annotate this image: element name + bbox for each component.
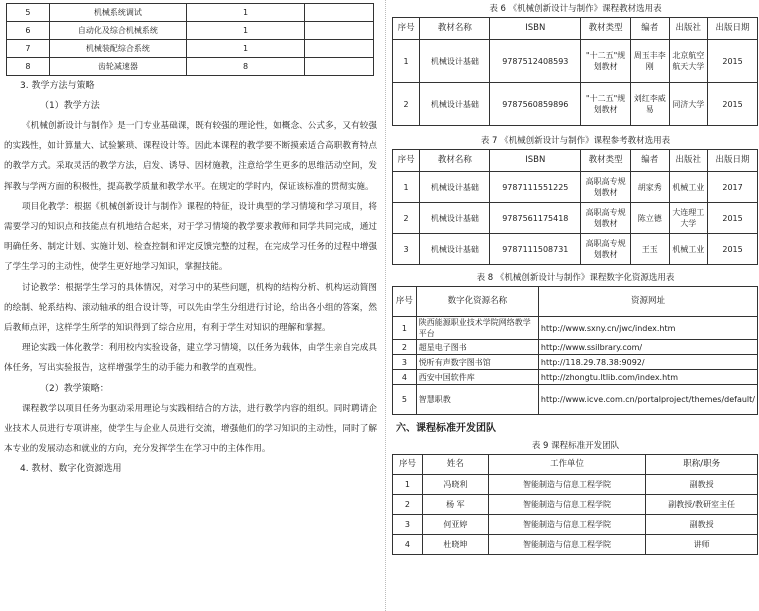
table-cell: 4 [393,535,423,555]
table-cell: 3 [393,515,423,535]
table-cell: 杨 军 [422,495,488,515]
table-cell: 同济大学 [669,83,708,126]
table-cell: 机械设计基础 [420,83,490,126]
table-row [393,385,758,415]
table-row [393,234,758,265]
column-header: 职称/职务 [646,455,758,475]
heading-teaching-methods: 3. 教学方法与策略 [20,81,95,91]
table-header-row [393,18,758,40]
table-cell: 2 [393,340,417,355]
table-row [393,535,758,555]
column-header: 工作单位 [488,455,646,475]
table-cell: 智能制造与信息工程学院 [488,475,646,495]
table-cell: 齿轮减速器 [49,58,186,76]
table-cell: 讲师 [646,535,758,555]
table-header-row [393,455,758,475]
table-cell: 陈立德 [631,203,670,234]
table-cell: 2017 [708,172,758,203]
dev-team-table [392,454,758,555]
table-cell: 何亚婷 [422,515,488,535]
equipment-table [6,3,374,76]
table-cell: 副教授 [646,515,758,535]
table-cell [305,58,374,76]
table-row [393,340,758,355]
table-row [7,58,374,76]
column-header: 资源网址 [538,287,757,317]
table-cell: 1 [393,475,423,495]
table-cell: 2015 [708,83,758,126]
reference-textbook-table [392,149,758,265]
table-row [393,355,758,370]
table-cell: 高职高专规划教材 [581,203,631,234]
table-row [393,475,758,495]
table-cell: 机械设计基础 [420,172,490,203]
table-cell: 机械工业 [669,172,708,203]
table-cell: 智能制造与信息工程学院 [488,535,646,555]
table-row [393,83,758,126]
table-cell: 机械设计基础 [420,203,490,234]
right-page-column [392,0,759,611]
table-cell: 悦听有声数字图书馆 [416,355,538,370]
table-cell: 6 [7,22,50,40]
table-cell [305,4,374,22]
table-cell: 9787111508731 [490,234,581,265]
table-cell: 王玉 [631,234,670,265]
paragraph-integrated-teaching: 理论实践一体化教学：利用校内实验设备，建立学习情境，以任务为载体，由学生亲自完成具体任务，写出实验报告，这样增强学生的动手能力和教学的直观性。 [4,343,377,374]
table-cell: http://118.29.78.38:9092/ [538,355,757,370]
table8-caption: 表 8 《机械创新设计与制作》课程数字化资源选用表 [476,273,675,283]
column-header: ISBN [490,18,581,40]
table-row [393,172,758,203]
table-row [393,317,758,340]
table-row [393,515,758,535]
table-cell: 高职高专规划教材 [581,234,631,265]
table-row [393,203,758,234]
table-row [7,40,374,58]
table-cell: 机械系统调试 [49,4,186,22]
column-header: 序号 [393,150,420,172]
table-cell: 9787560859896 [490,83,581,126]
table-cell: 机械设计基础 [420,40,490,83]
table-cell: 机械工业 [669,234,708,265]
table-cell: http://zhongtu.ltlib.com/index.htm [538,370,757,385]
page-divider [385,0,386,611]
table-cell: 2 [393,83,420,126]
table7-caption: 表 7 《机械创新设计与制作》课程参考教材选用表 [480,136,671,146]
table-cell: 8 [7,58,50,76]
table-cell: 2 [393,203,420,234]
table-cell: 2015 [708,203,758,234]
table-row [7,4,374,22]
column-header: 教材名称 [420,18,490,40]
paragraph-project-teaching: 项目化教学：根据《机械创新设计与制作》课程的特征，设计典型的学习情境和学习项目，将需要学习的知识点和技能点有机地结合起来，对于学习情境的教学要求教师和同学共同完成，通过明确任务、制定计划、实施计划、检查控制和评定反馈完整的过程，在完成学习任务的过程中增强了学生学习的主动性，使学生更好地学习知识，掌握技能。 [4,201,377,273]
table-cell: 自动化及综合机械系统 [49,22,186,40]
table-cell: 1 [186,22,304,40]
table-row [393,40,758,83]
table-cell: 刘红李威易 [631,83,670,126]
table-cell: 副教授/教研室主任 [646,495,758,515]
heading-textbooks-resources: 4. 教材、数字化资源选用 [20,464,122,475]
table-cell: 冯晓利 [422,475,488,495]
table-cell: 胡家秀 [631,172,670,203]
table-cell: 杜晓坤 [422,535,488,555]
column-header: 序号 [393,18,420,40]
table-cell: http://www.ssilbrary.com/ [538,340,757,355]
column-header: 编者 [631,18,670,40]
column-header: 序号 [393,287,417,317]
table-cell: 北京航空航天大学 [669,40,708,83]
column-header: 教材名称 [420,150,490,172]
table-cell: 智慧职教 [416,385,538,415]
table-header-row [393,150,758,172]
table-cell: 1 [393,40,420,83]
paragraph-strategy: 课程教学以项目任务为驱动采用理论与实践相结合的方法，进行教学内容的组织。同时聘请企业技术人员进行专项讲座，使学生与企业人员进行交流，增强他们的学习知识的主动性，同时了解本专业的发展动态和就业的方向，充分发挥学生在学习中的主体作用。 [4,403,377,455]
table-cell: 1 [393,317,417,340]
column-header: 出版社 [669,18,708,40]
table-cell: 周玉丰李刚 [631,40,670,83]
column-header: 出版日期 [708,150,758,172]
table-cell: 副教授 [646,475,758,495]
table-cell: "十二五"规划教材 [581,40,631,83]
table-row [7,22,374,40]
table-cell: "十二五"规划教材 [581,83,631,126]
table-cell: 5 [7,4,50,22]
table-cell: 3 [393,355,417,370]
column-header: 姓名 [422,455,488,475]
table-cell: 7 [7,40,50,58]
table-cell: 9787111551225 [490,172,581,203]
column-header: 出版社 [669,150,708,172]
table-cell: 1 [186,40,304,58]
column-header: 教材类型 [581,18,631,40]
table-cell: 3 [393,234,420,265]
table-cell: http://www.icve.com.cn/portalproject/themes/default/ [538,385,757,415]
table-header-row [393,287,758,317]
table-cell: 机械装配综合系统 [49,40,186,58]
table-cell: 2015 [708,234,758,265]
table-cell: 西安中国软件库 [416,370,538,385]
table-cell: 智能制造与信息工程学院 [488,515,646,535]
table-cell: 1 [186,4,304,22]
column-header: 数字化资源名称 [416,287,538,317]
table-row [393,370,758,385]
table9-caption: 表 9 课程标准开发团队 [531,441,620,451]
table6-caption: 表 6 《机械创新设计与制作》课程教材选用表 [489,4,662,14]
table-cell [305,40,374,58]
table-cell: 超星电子图书 [416,340,538,355]
table-cell: 9787512408593 [490,40,581,83]
column-header: 序号 [393,455,423,475]
table-cell: 陕西能源职业技术学院网络教学平台 [416,317,538,340]
table-cell: 高职高专规划教材 [581,172,631,203]
textbook-table [392,17,758,126]
paragraph-course-intro: 《机械创新设计与制作》是一门专业基础课，既有较强的理论性，如概念、公式多，又有较强的实践性，如计算量大、试验繁琐、课程设计等。因此本课程的教学要不断摸索适合高职教育特点的教学方式。采取灵活的教学方法，启发、诱导、因材施教，注意给学生更多的思维活动空间，发挥教与学两方面的积极性，提高教学质量和教学水平。在规定的学时内，保证该标准的贯彻实施。 [4,121,377,192]
table-cell: 1 [393,172,420,203]
table-cell: 大连理工大学 [669,203,708,234]
column-header: 教材类型 [581,150,631,172]
table-cell: 智能制造与信息工程学院 [488,495,646,515]
subheading-strategy: （2）教学策略： [40,383,109,394]
table-cell: 2015 [708,40,758,83]
table-cell: 2 [393,495,423,515]
section-dev-team-heading: 六、课程标准开发团队 [396,423,496,434]
table-cell: 机械设计基础 [420,234,490,265]
subheading-methods: （1）教学方法 [40,101,100,111]
table-cell: 9787561175418 [490,203,581,234]
column-header: 编者 [631,150,670,172]
table-cell: 5 [393,385,417,415]
table-cell: http://www.sxny.cn/jwc/index.htm [538,317,757,340]
table-cell: 8 [186,58,304,76]
column-header: ISBN [490,150,581,172]
table-cell [305,22,374,40]
digital-resources-table [392,286,758,415]
table-cell: 4 [393,370,417,385]
column-header: 出版日期 [708,18,758,40]
table-row [393,495,758,515]
paragraph-discussion-teaching: 讨论教学：根据学生学习的具体情况，对学习中的某些问题，机构的结构分析、机构运动简图的绘制、轮系结构、滚动轴承的组合设计等，可以先由学生分组进行讨论，给出各小组的答案，然后教师点评，这样学生所学的知识得到了综合应用，有利于学生对知识的理解和掌握。 [4,282,377,334]
